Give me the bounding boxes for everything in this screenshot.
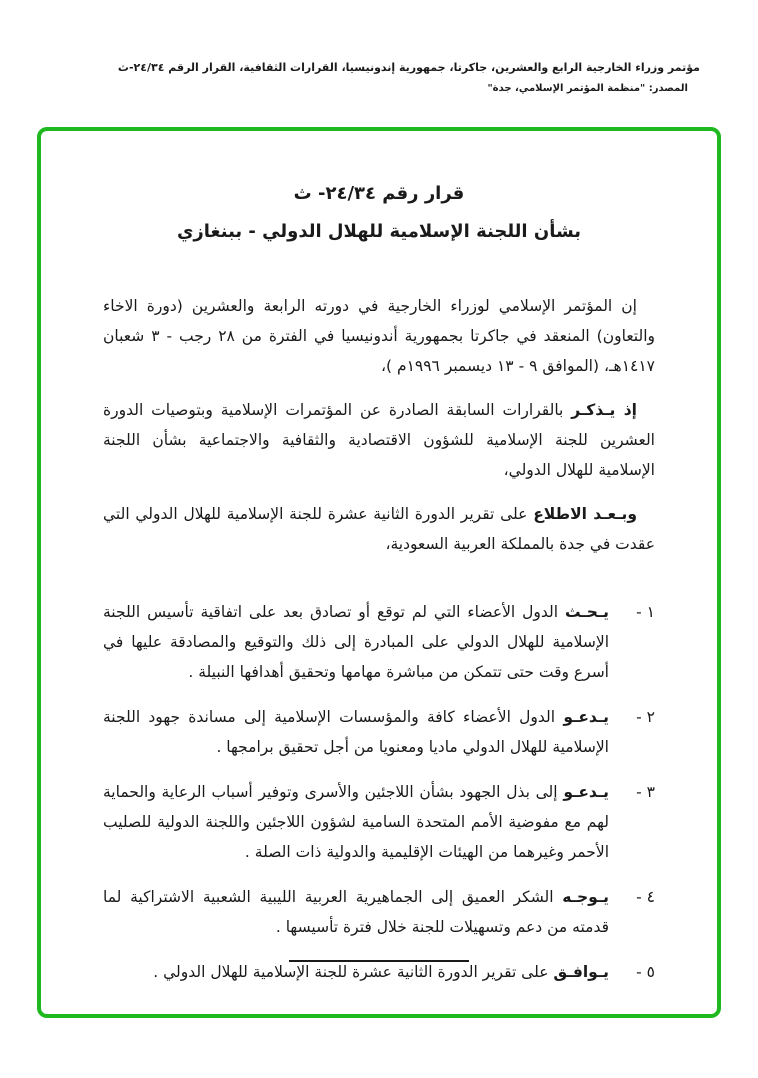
item-body: الدول الأعضاء التي لم توقع أو تصادق بعد على اتفاقية تأسيس اللجنة الإسلامية للهلال الدولي على المبادرة إلى ذلك والتوقيع والمصادقة عليها في أسرع وقت حتى تتمكن من مباشرة مهامها وتحقيق أهدافها النبيلة . [103,603,609,682]
preamble-paragraph [103,291,655,381]
paragraph-text: إن المؤتمر الإسلامي لوزراء الخارجية في دورته الرابعة والعشرين (دورة الاخاء والتعاون) المنعقد في جاكرتا بجمهورية أندونيسيا في الفترة من ٢٨ رجب - ٣ شعبان ١٤١٧هـ، (الموافق ٩ - ١٣ ديسمبر ١٩٩٦م )، [103,297,655,376]
item-text [103,882,609,942]
item-number: ١ - [636,603,655,622]
item-lead: يـدعـو [563,708,609,727]
item-body: الشكر العميق إلى الجماهيرية العربية الليبية الشعبية الاشتراكية لما قدمته من دعم وتسهيلات للجنة خلال فترة تأسيسها . [103,888,609,937]
source-line: المصدر: "منظمة المؤتمر الإسلامي، جدة" [487,82,688,94]
item-lead: يـدعـو [563,783,609,802]
item-number: ٥ - [636,963,655,982]
item-body: على تقرير الدورة الثانية عشرة للجنة الإسلامية للهلال الدولي . [153,963,549,982]
resolution-number-title: قرار رقم ٢٤/٣٤- ث [293,183,465,204]
resolution-item-1 [103,597,655,687]
item-body: الدول الأعضاء كافة والمؤسسات الإسلامية إلى مساندة جهود اللجنة الإسلامية للهلال الدولي ماديا ومعنويا من أجل تحقيق برامجها . [103,708,609,757]
item-number: ٤ - [636,888,655,907]
paragraph-text: على تقرير الدورة الثانية عشرة للجنة الإسلامية للهلال الدولي التي عقدت في جدة بالمملكة العربية السعودية، [103,505,655,554]
preamble-paragraph [103,395,655,485]
document-header [40,60,700,94]
green-frame [37,127,721,1018]
item-text [103,777,609,867]
item-number: ٢ - [636,708,655,727]
item-body: إلى بذل الجهود بشأن اللاجئين والأسرى وتوفير أسباب الرعاية والحماية لهم مع مفوضية الأمم المتحدة السامية لشؤون اللاجئين واللجنة الدولية للصليب الأحمر وغيرهما من الهيئات الإقليمية والدولية ذات الصلة . [103,783,609,862]
item-lead: يـوجـه [562,888,609,907]
paragraph-text: بالقرارات السابقة الصادرة عن المؤتمرات الإسلامية وبتوصيات الدورة العشرين للجنة الإسلامية للشؤون الاقتصادية والثقافية والاجتماعية بشأن اللجنة الإسلامية للهلال الدولي، [103,401,655,480]
conference-reference-line: مؤتمر وزراء الخارجية الرابع والعشرين، جاكرتا، جمهورية إندونيسيا، القرارات الثقافية، القرار الرقم ٢٤/٣٤-ث [117,61,700,74]
paragraph-lead: وبـعـد الاطلاع [533,505,637,524]
item-lead: يـحـث [565,603,609,622]
paragraph-lead: إذ يـذكـر [571,401,637,420]
resolution-item-3 [103,777,655,867]
resolution-body [103,291,655,987]
resolution-item-4 [103,882,655,942]
resolution-items-list [103,597,655,987]
resolution-subject-title: بشأن اللجنة الإسلامية للهلال الدولي - ببنغازي [176,221,582,243]
item-lead: يـوافـق [553,963,609,982]
resolution-item-2 [103,702,655,762]
item-text [103,597,609,687]
item-number: ٣ - [636,783,655,802]
item-text [103,702,609,762]
footer-divider [289,960,469,962]
preamble-paragraph [103,499,655,559]
